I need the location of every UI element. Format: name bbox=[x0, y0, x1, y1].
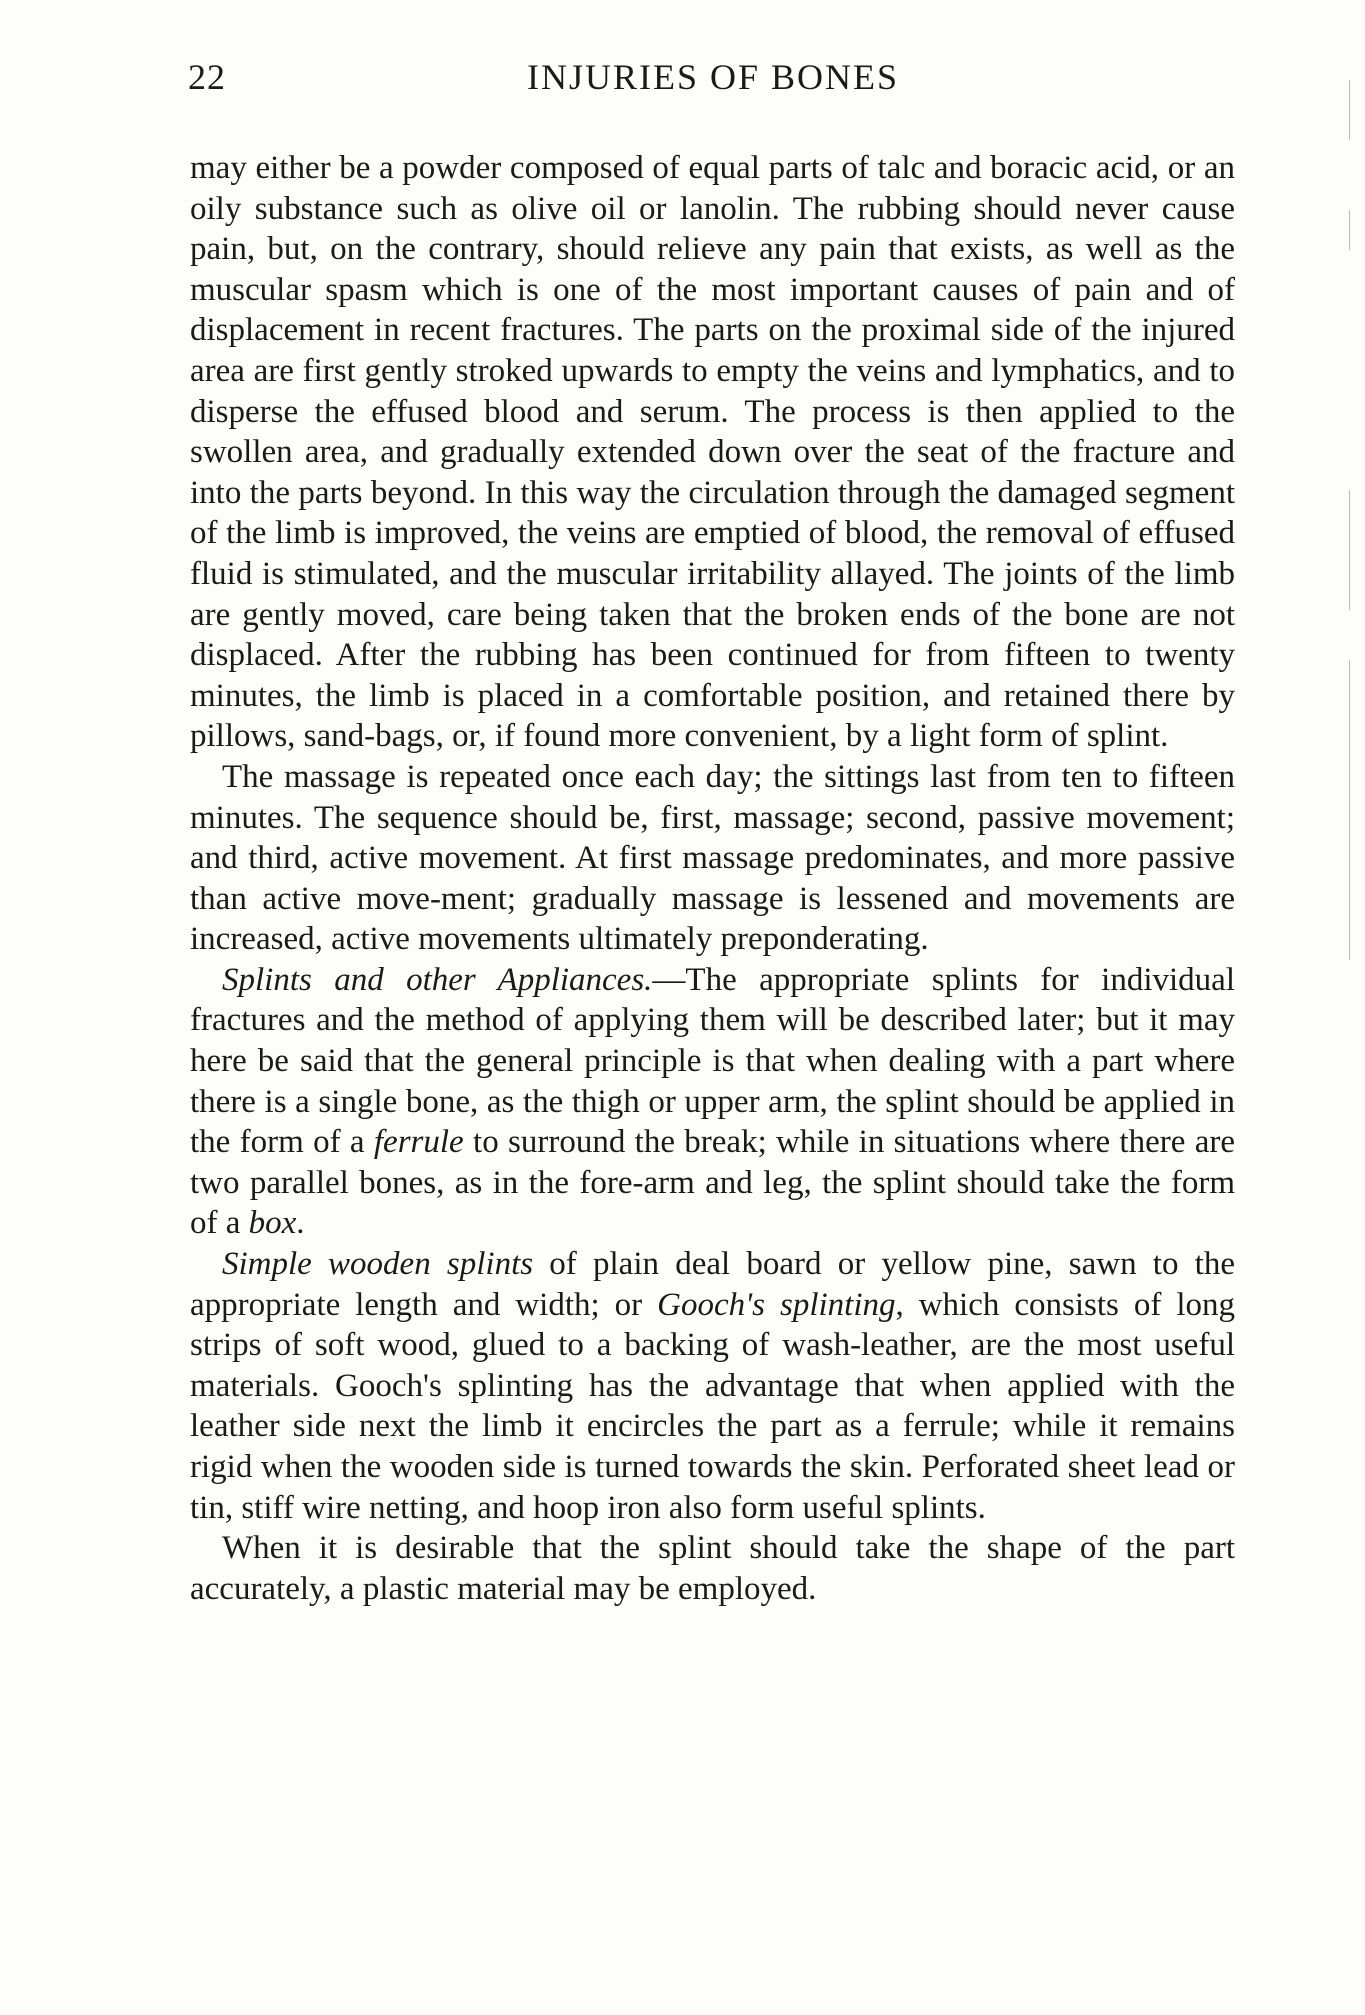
paragraph-massage-sequence: The massage is repeated once each day; the sittings last from ten to fifteen minutes. The sequence should be, first, massage; second, passive movement; and third, active movement. At first massage predominates, and more passive than active move-ment; gradually massage is lessened and movements are increased, active movements ultimately preponderating. bbox=[190, 758, 1235, 958]
running-head bbox=[188, 56, 1238, 110]
term-goochs-splinting: Gooch's splinting bbox=[657, 1286, 896, 1323]
paragraph-plastic-material: When it is desirable that the splint should take the shape of the part accurately, a plastic material may be employed. bbox=[190, 1530, 1235, 1607]
term-simple-wooden-splints: Simple wooden splints bbox=[222, 1246, 534, 1283]
page-number: 22 bbox=[188, 57, 226, 97]
page-edge-marks bbox=[1343, 60, 1357, 960]
paragraph-wooden-splints: Simple wooden splints of plain deal board or yellow pine, sawn to the appropriate length and width; or Gooch's splinting, which consists of long strips of soft wood, glued to a backing of wash-leather, are the most useful materials. Gooch's splinting has the advantage that when applied with the leather side next the limb it encircles the part as a ferrule; while it remains rigid when the wooden side is turned towards the skin. Perforated sheet lead or tin, stiff wire netting, and hoop iron also form useful splints. bbox=[190, 1246, 1235, 1526]
paragraph-splints-and-appliances: Splints and other Appliances.—The appropriate splints for individual fractures and the method of applying them will be described later; but it may here be said that the general principle is that when dealing with a part where there is a single bone, as the thigh or upper arm, the splint should be applied in the form of a ferrule to surround the break; while in situations where there are two parallel bones, as in the fore-arm and leg, the splint should take the form of a box. bbox=[190, 961, 1235, 1242]
running-title: INJURIES OF BONES bbox=[526, 57, 900, 97]
term-box: box bbox=[248, 1205, 297, 1242]
term-ferrule: ferrule bbox=[373, 1124, 464, 1161]
paragraph-massage-continued: may either be a powder composed of equal parts of talc and boracic acid, or an oily substance such as olive oil or lanolin. The rubbing should never cause pain, but, on the contrary, should relieve any pain that exists, as well as the muscular spasm which is one of the most important causes of pain and of displacement in recent fractures. The parts on the proximal side of the injured area are first gently stroked upwards to empty the veins and lymphatics, and to disperse the effused blood and serum. The process is then applied to the swollen area, and gradually extended down over the seat of the fracture and into the parts beyond. In this way the circulation through the damaged segment of the limb is improved, the veins are emptied of blood, the removal of effused fluid is stimulated, and the muscular irritability allayed. The joints of the limb are gently moved, care being taken that the broken ends of the bone are not displaced. After the rubbing has been continued for from fifteen to twenty minutes, the limb is placed in a comfortable position, and retained there by pillows, sand-bags, or, if found more convenient, by a light form of splint. bbox=[190, 150, 1235, 755]
body-text bbox=[190, 148, 1235, 1609]
section-heading-splints: Splints and other Appliances. bbox=[222, 961, 653, 998]
